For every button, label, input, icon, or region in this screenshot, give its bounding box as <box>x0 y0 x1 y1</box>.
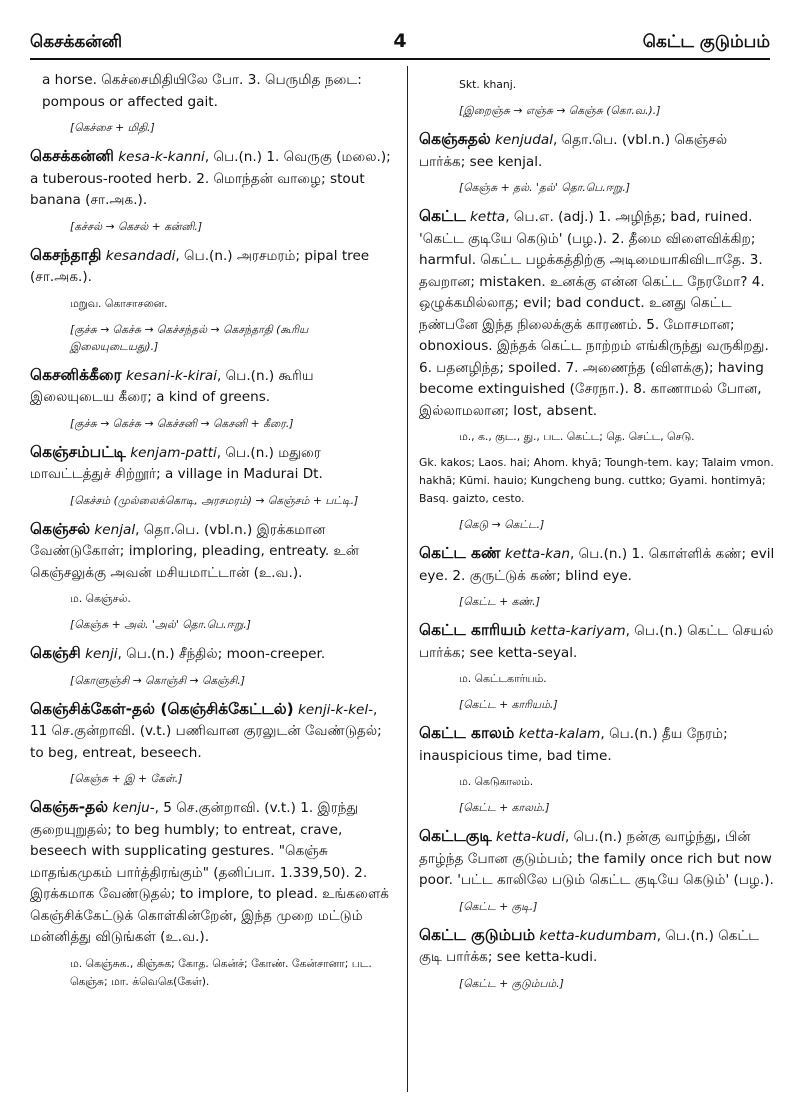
headword: கெஞ்சி <box>30 644 81 662</box>
definition: , பெ.(n.) அரசமரம்; pipal tree (சா.அக.). <box>30 247 370 285</box>
transliteration: kenjal <box>94 521 136 538</box>
headword: கெட்ட <box>419 207 466 225</box>
headword: கெஞ்சல் <box>30 519 91 538</box>
entry <box>419 206 776 533</box>
definition: , பெ.(n.) நன்கு வாழ்ந்து, பின் தாழ்ந்த போன குடும்பம்; the family once rich but now poor. 'பட்ட காலிலே படும் கெட்ட குடியே கெடும்' (பழ.). <box>419 829 774 888</box>
definition: , பெ.(n.) தீய நேரம்; inauspicious time, bad time. <box>419 726 728 764</box>
transliteration: ketta <box>469 209 506 225</box>
continuation-text: a horse. கெச்சைமிதியிலே போ. 3. பெருமித நடை: pompous or affected gait. <box>42 72 362 110</box>
etymology: [கெஞ்சு + இ + கேள்.] <box>70 772 183 785</box>
headword: கெட்ட காரியம் <box>419 621 526 639</box>
transliteration: ketta-kudi <box>496 829 566 845</box>
entry <box>30 643 393 689</box>
column-divider <box>407 66 408 1092</box>
header-right-guideword: கெட்ட குடும்பம் <box>642 32 770 52</box>
definition: , பெ.(n.) மதுரை மாவட்டத்துச் சிற்றூர்; a village in Madurai Dt. <box>30 444 323 482</box>
definition: , பெ.(n.) சீந்தில்; moon-creeper. <box>117 646 326 662</box>
entry <box>30 442 393 509</box>
definition: , 11 செ.குன்றாவி. (v.t.) பணிவான குரலுடன் வேண்டுதல்; to beg, entreat, beseech. <box>30 701 382 761</box>
transliteration: kenji <box>85 646 118 662</box>
entry <box>30 245 393 355</box>
etymology: [குச்சு → கெச்சு → கெச்சனி → கெசனி + கீரை.] <box>70 416 294 430</box>
headword: கெட்ட கண் <box>419 544 501 562</box>
cognates: ம. கெட்டகார்யம். <box>459 672 547 685</box>
etymology: [கெச்சை + மிதி.] <box>70 121 155 134</box>
page-number: 4 <box>393 30 407 52</box>
cognates: ம. கெடுகாலம். <box>459 775 534 788</box>
entry <box>419 129 776 196</box>
cognates-foreign: Gk. kakos; Laos. hai; Ahom. khyā; Toungh-tem. kay; Talaim vmon. hakhā; Kūmi. hauio; Kungcheng bung. cuttko; Gyami. hontimyā; Basq. gaizto, cesto. <box>419 456 774 505</box>
entry <box>30 146 393 235</box>
right-column <box>419 70 776 1095</box>
etymology: [கெட்ட + குடி.] <box>459 899 538 913</box>
entry <box>30 519 393 634</box>
cognates: ம. கெஞ்சுக., கிஞ்சுக; கோத. கென்ச்; கோண். கேன்சானா; பட. கெஞ்சு; மா. க்வெகெ(கேள்). <box>70 956 372 988</box>
etymology: [குச்சு → கெச்சு → கெச்சந்தல் → கெசந்தாதி (கூரிய இலையுடையது).] <box>70 322 309 353</box>
headword: கெசனிக்கீரை <box>30 365 122 384</box>
etymology: [கெஞ்சு + அல். 'அல்' தொ.பெ.ஈறு.] <box>70 618 251 631</box>
headword: கெஞ்சிக்கேள்-தல் (கெஞ்சிக்கேட்டல்) <box>30 699 294 718</box>
cognates: மறுவ. கொசாசனை. <box>70 296 168 310</box>
transliteration: ketta-kudumbam <box>539 927 657 944</box>
headword: கெசக்கன்னி <box>30 147 114 165</box>
transliteration: kesandadi <box>105 247 176 264</box>
transliteration: kenji-k-kel- <box>298 701 374 718</box>
headword: கெசந்தாதி <box>30 245 102 264</box>
transliteration: ketta-kariyam <box>530 623 626 639</box>
definition: , பெ.(n.) கெட்ட செயல் பார்க்க; see ketta-seyal. <box>419 623 774 661</box>
etymology: [கொளுஞ்சி → கொஞ்சி → கெஞ்சி.] <box>70 673 245 687</box>
sanskrit-note: Skt. khanj. <box>459 78 517 91</box>
transliteration: kenju- <box>112 800 155 816</box>
definition: , தொ.பெ. (vbl.n.) கெஞ்சல் பார்க்க; see kenjal. <box>419 132 728 170</box>
entry <box>419 826 776 915</box>
definition: , தொ.பெ. (vbl.n.) இரக்கமான வேண்டுகோள்; imploring, pleading, entreaty. உன் கெஞ்சலுக்கு அவன் மசியமாட்டான் (உ.வ.). <box>30 521 359 581</box>
definition: , 5 செ.குன்றாவி. (v.t.) 1. இரந்து குறையுறுதல்; to beg humbly; to entreat, crave, beseech with supplicating gestures. "கெஞ்சு மாதங்கமுகம் பார்த்திரங்கும்" (தனிப்பா. 1.339,50). 2. இரக்கமாக வேண்டுதல்; to implore, to plead. உங்களைக் கெஞ்சிக்கேட்டுக் கொள்கின்றேன், இந்த முறை மட்டும் மன்னித்து விடுங்கள் (உ.வ.). <box>30 800 389 945</box>
transliteration: kenjudal <box>495 132 554 148</box>
etymology: [கெஞ்சு + தல். 'தல்' தொ.பெ.ஈறு.] <box>459 181 630 194</box>
etymology: [இறைஞ்சு → எஞ்சு → கெஞ்சு (கொ.வ.).] <box>459 104 661 117</box>
headword: கெஞ்சு-தல் <box>30 798 109 816</box>
etymology: [கெட்ட + குடும்பம்.] <box>459 976 564 990</box>
headword: கெட்ட குடும்பம் <box>419 925 536 944</box>
transliteration: ketta-kan <box>505 546 570 562</box>
etymology: [கெடு → கெட்ட.] <box>459 518 545 531</box>
entry <box>419 620 776 713</box>
headword: கெஞ்சுதல் <box>419 130 491 148</box>
headword: கெஞ்சம்பட்டி <box>30 442 126 461</box>
definition: , பெ.(n.) 1. வெருகு (மலை.); a tuberous-rooted herb. 2. மொந்தன் வாழை; stout banana (சா.அக.). <box>30 149 391 208</box>
transliteration: ketta-kalam <box>518 726 601 742</box>
headword: கெட்ட காலம் <box>419 724 515 742</box>
entry <box>30 797 393 991</box>
definition: , பெ.எ. (adj.) 1. அழிந்த; bad, ruined. 'கெட்ட குடியே கெடும்' (பழ.). 2. தீமை விளைவிக்கிற; harmful. கெட்ட பழக்கத்திற்கு அடிமையாகிவிடாதே. 3. தவறான; mistaken. உனக்கு என்ன கெட்ட நேரமோ? 4. ஒழுக்கமில்லாத; evil; bad conduct. உனது கெட்ட நண்பனே இந்த நிலைக்குக் காரணம். 5. மோசமான; obnoxious. இந்தக் கெட்ட நாற்றம் எங்கிருந்து வருகிறது. 6. பதனழிந்த; spoiled. 7. அணைந்த (விளக்கு); having become extinguished (சேரநா.). 8. காணாமல் போன, இல்லாமலான; lost, absent. <box>419 209 769 419</box>
etymology: [கெச்சம் (முல்லைக்கொடி, அரசமரம்) → கெஞ்சம் + பட்டி.] <box>70 493 359 507</box>
definition: , பெ.(n.) கெட்ட குடி பார்க்க; see ketta-kudi. <box>419 927 760 965</box>
transliteration: kesa-k-kanni <box>118 149 205 165</box>
etymology: [கெட்ட + காரியம்.] <box>459 698 558 711</box>
etymology: [கெட்ட + காலம்.] <box>459 801 550 814</box>
entry <box>30 365 393 432</box>
entry <box>419 925 776 992</box>
entry <box>419 723 776 816</box>
transliteration: kenjam-patti <box>130 444 217 461</box>
etymology: [கச்சல் → கெசல் + கன்னி.] <box>70 219 203 233</box>
header-left-guideword: கெசக்கன்னி <box>30 32 123 52</box>
entry <box>419 543 776 610</box>
etymology: [கெட்ட + கண்.] <box>459 595 540 608</box>
transliteration: kesani-k-kirai <box>125 367 218 384</box>
cognates: ம., க., குட., து., பட. கெட்ட; தெ. செட்ட, செடு. <box>459 430 695 443</box>
definition: , பெ.(n.) 1. கொள்ளிக் கண்; evil eye. 2. குருட்டுக் கண்; blind eye. <box>419 546 775 584</box>
cognates: ம. கெஞ்சல். <box>70 592 131 605</box>
left-column <box>30 70 393 1095</box>
definition: , பெ.(n.) கூரிய இலையுடைய கீரை; a kind of greens. <box>30 367 314 405</box>
page-header <box>30 30 770 60</box>
headword: கெட்டகுடி <box>419 827 492 845</box>
entry <box>30 699 393 788</box>
